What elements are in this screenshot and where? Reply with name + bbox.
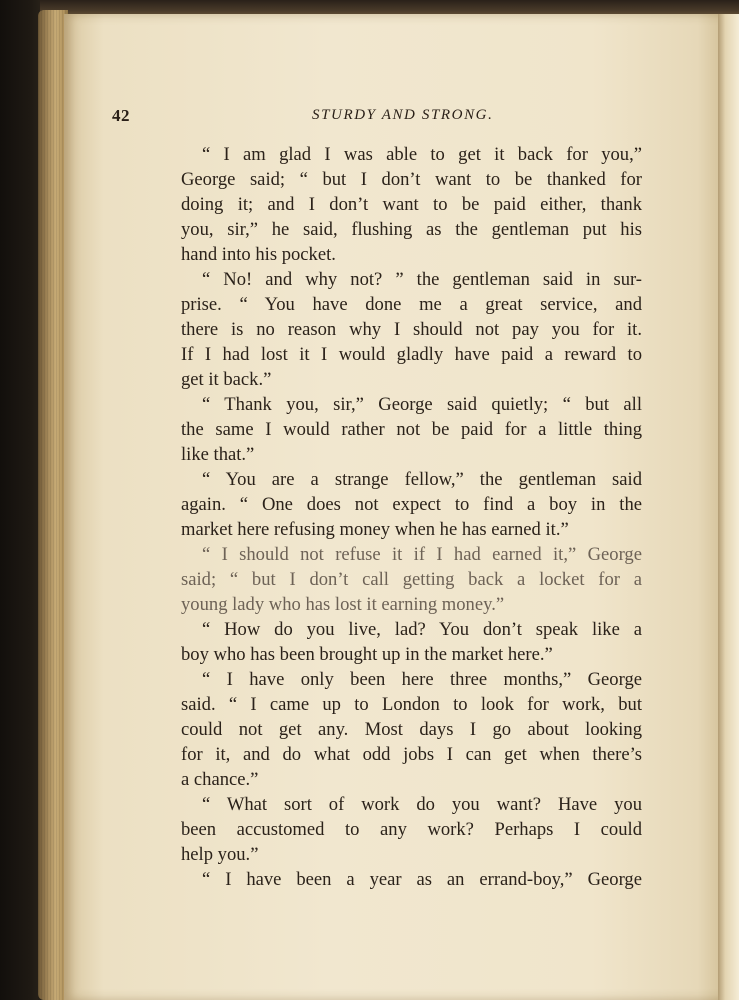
text-line: help you.” xyxy=(181,844,259,865)
text-line: “ I have been a year as an errand-boy,” George xyxy=(202,869,642,890)
text-line: George said; “ but I don’t want to be thanked for xyxy=(181,169,642,190)
text-line: “ Thank you, sir,” George said quietly; “ but all xyxy=(202,394,642,415)
text-line: been accustomed to any work? Perhaps I could xyxy=(181,819,642,840)
text-line: “ You are a strange fellow,” the gentleman said xyxy=(202,469,642,490)
text-line: for it, and do what odd jobs I can get when there’s xyxy=(181,744,642,765)
text-line: again. “ One does not expect to find a boy in the xyxy=(181,494,642,515)
text-line: get it back.” xyxy=(181,369,272,390)
text-line: “ I am glad I was able to get it back for you,” xyxy=(202,144,642,165)
page-right-edge xyxy=(718,14,739,1000)
text-line: “ I should not refuse it if I had earned it,” George xyxy=(202,544,642,565)
text-line: market here refusing money when he has earned it.” xyxy=(181,519,569,540)
text-line: If I had lost it I would gladly have paid a reward to xyxy=(181,344,642,365)
text-line: there is no reason why I should not pay you for it. xyxy=(181,319,642,340)
text-line: “ How do you live, lad? You don’t speak like a xyxy=(202,619,642,640)
text-line: “ I have only been here three months,” George xyxy=(202,669,642,690)
text-line: the same I would rather not be paid for a little thing xyxy=(181,419,642,440)
text-line: a chance.” xyxy=(181,769,259,790)
text-line: “ No! and why not? ” the gentleman said in sur- xyxy=(202,269,642,290)
text-line: boy who has been brought up in the market here.” xyxy=(181,644,553,665)
text-line: could not get any. Most days I go about looking xyxy=(181,719,642,740)
text-line: like that.” xyxy=(181,444,255,465)
running-head xyxy=(112,106,642,130)
body-text xyxy=(181,142,642,892)
text-line: prise. “ You have done me a great service, and xyxy=(181,294,642,315)
text-line: said; “ but I don’t call getting back a locket for a xyxy=(181,569,642,590)
text-line: you, sir,” he said, flushing as the gentleman put his xyxy=(181,219,642,240)
text-line: “ What sort of work do you want? Have you xyxy=(202,794,642,815)
text-line: young lady who has lost it earning money.” xyxy=(181,594,505,615)
text-line: hand into his pocket. xyxy=(181,244,336,265)
running-title: STURDY AND STRONG. xyxy=(312,107,494,123)
page-number: 42 xyxy=(112,106,130,125)
text-line: doing it; and I don’t want to be paid either, thank xyxy=(181,194,642,215)
text-line: said. “ I came up to London to look for work, but xyxy=(181,694,642,715)
